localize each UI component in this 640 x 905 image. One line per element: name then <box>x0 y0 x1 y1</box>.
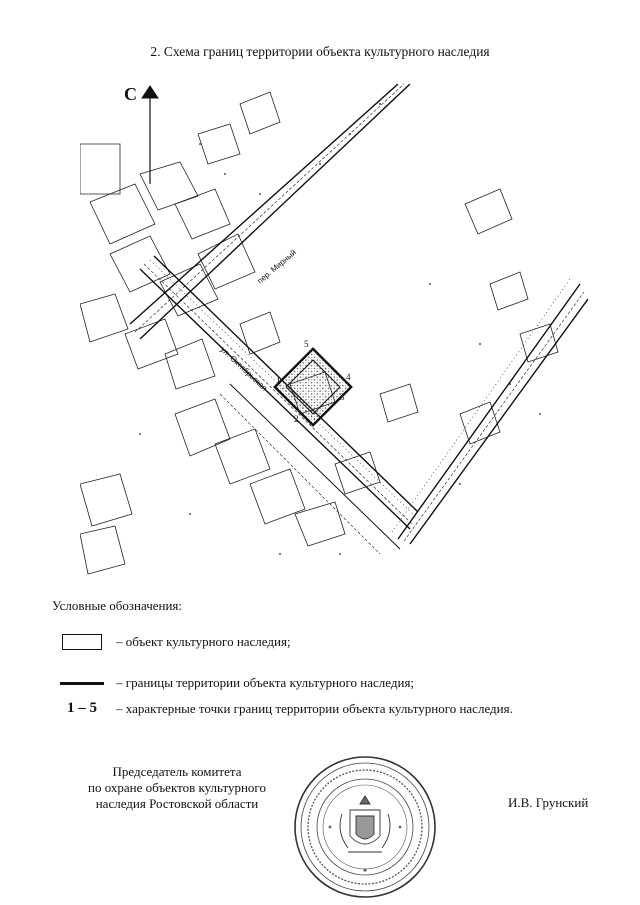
legend-item-object <box>52 634 291 650</box>
heritage-object <box>275 349 351 425</box>
street-label-oktyabrskaya: ул. Октябрьская <box>218 344 269 393</box>
parcel-blocks <box>80 92 558 574</box>
legend-text-object: – объект культурного наследия; <box>116 634 291 649</box>
coat-of-arms-icon <box>340 796 390 852</box>
signatory-line: по охране объектов культурного <box>88 780 266 795</box>
boundary-point-5: 5 <box>304 339 309 349</box>
site-boundary-map <box>80 84 588 584</box>
boundary-point-4: 4 <box>346 372 351 382</box>
legend-title: Условные обозначения: <box>52 598 183 613</box>
signatory-line: наследия Ростовской области <box>95 796 259 811</box>
legend-text-points: – характерные точки границ территории объекта культурного наследия. <box>116 700 513 716</box>
boundary-point-1: 1 <box>276 376 281 386</box>
official-seal <box>290 752 440 902</box>
boundary-point-3: 3 <box>340 392 345 402</box>
boundary-line-symbol <box>60 682 104 685</box>
points-symbol: 1 – 5 <box>67 700 97 716</box>
survey-marks <box>139 103 541 555</box>
legend-item-points <box>52 700 513 717</box>
street-label-mirny: пер. Мирный <box>255 247 298 286</box>
street-southeast <box>392 279 588 544</box>
boundary-point-2: 2 <box>294 414 299 424</box>
signatory-line: Председатель комитета <box>112 764 242 779</box>
page-title: 2. Схема границ территории объекта культурного наследия <box>150 44 490 59</box>
north-label: С <box>124 84 137 104</box>
legend-item-boundary <box>52 675 414 691</box>
signatory-position <box>52 764 302 812</box>
signatory-name: И.В. Грунский <box>508 795 589 810</box>
object-symbol <box>62 634 102 650</box>
legend-text-boundary: – границы территории объекта культурного наследия; <box>116 675 415 690</box>
